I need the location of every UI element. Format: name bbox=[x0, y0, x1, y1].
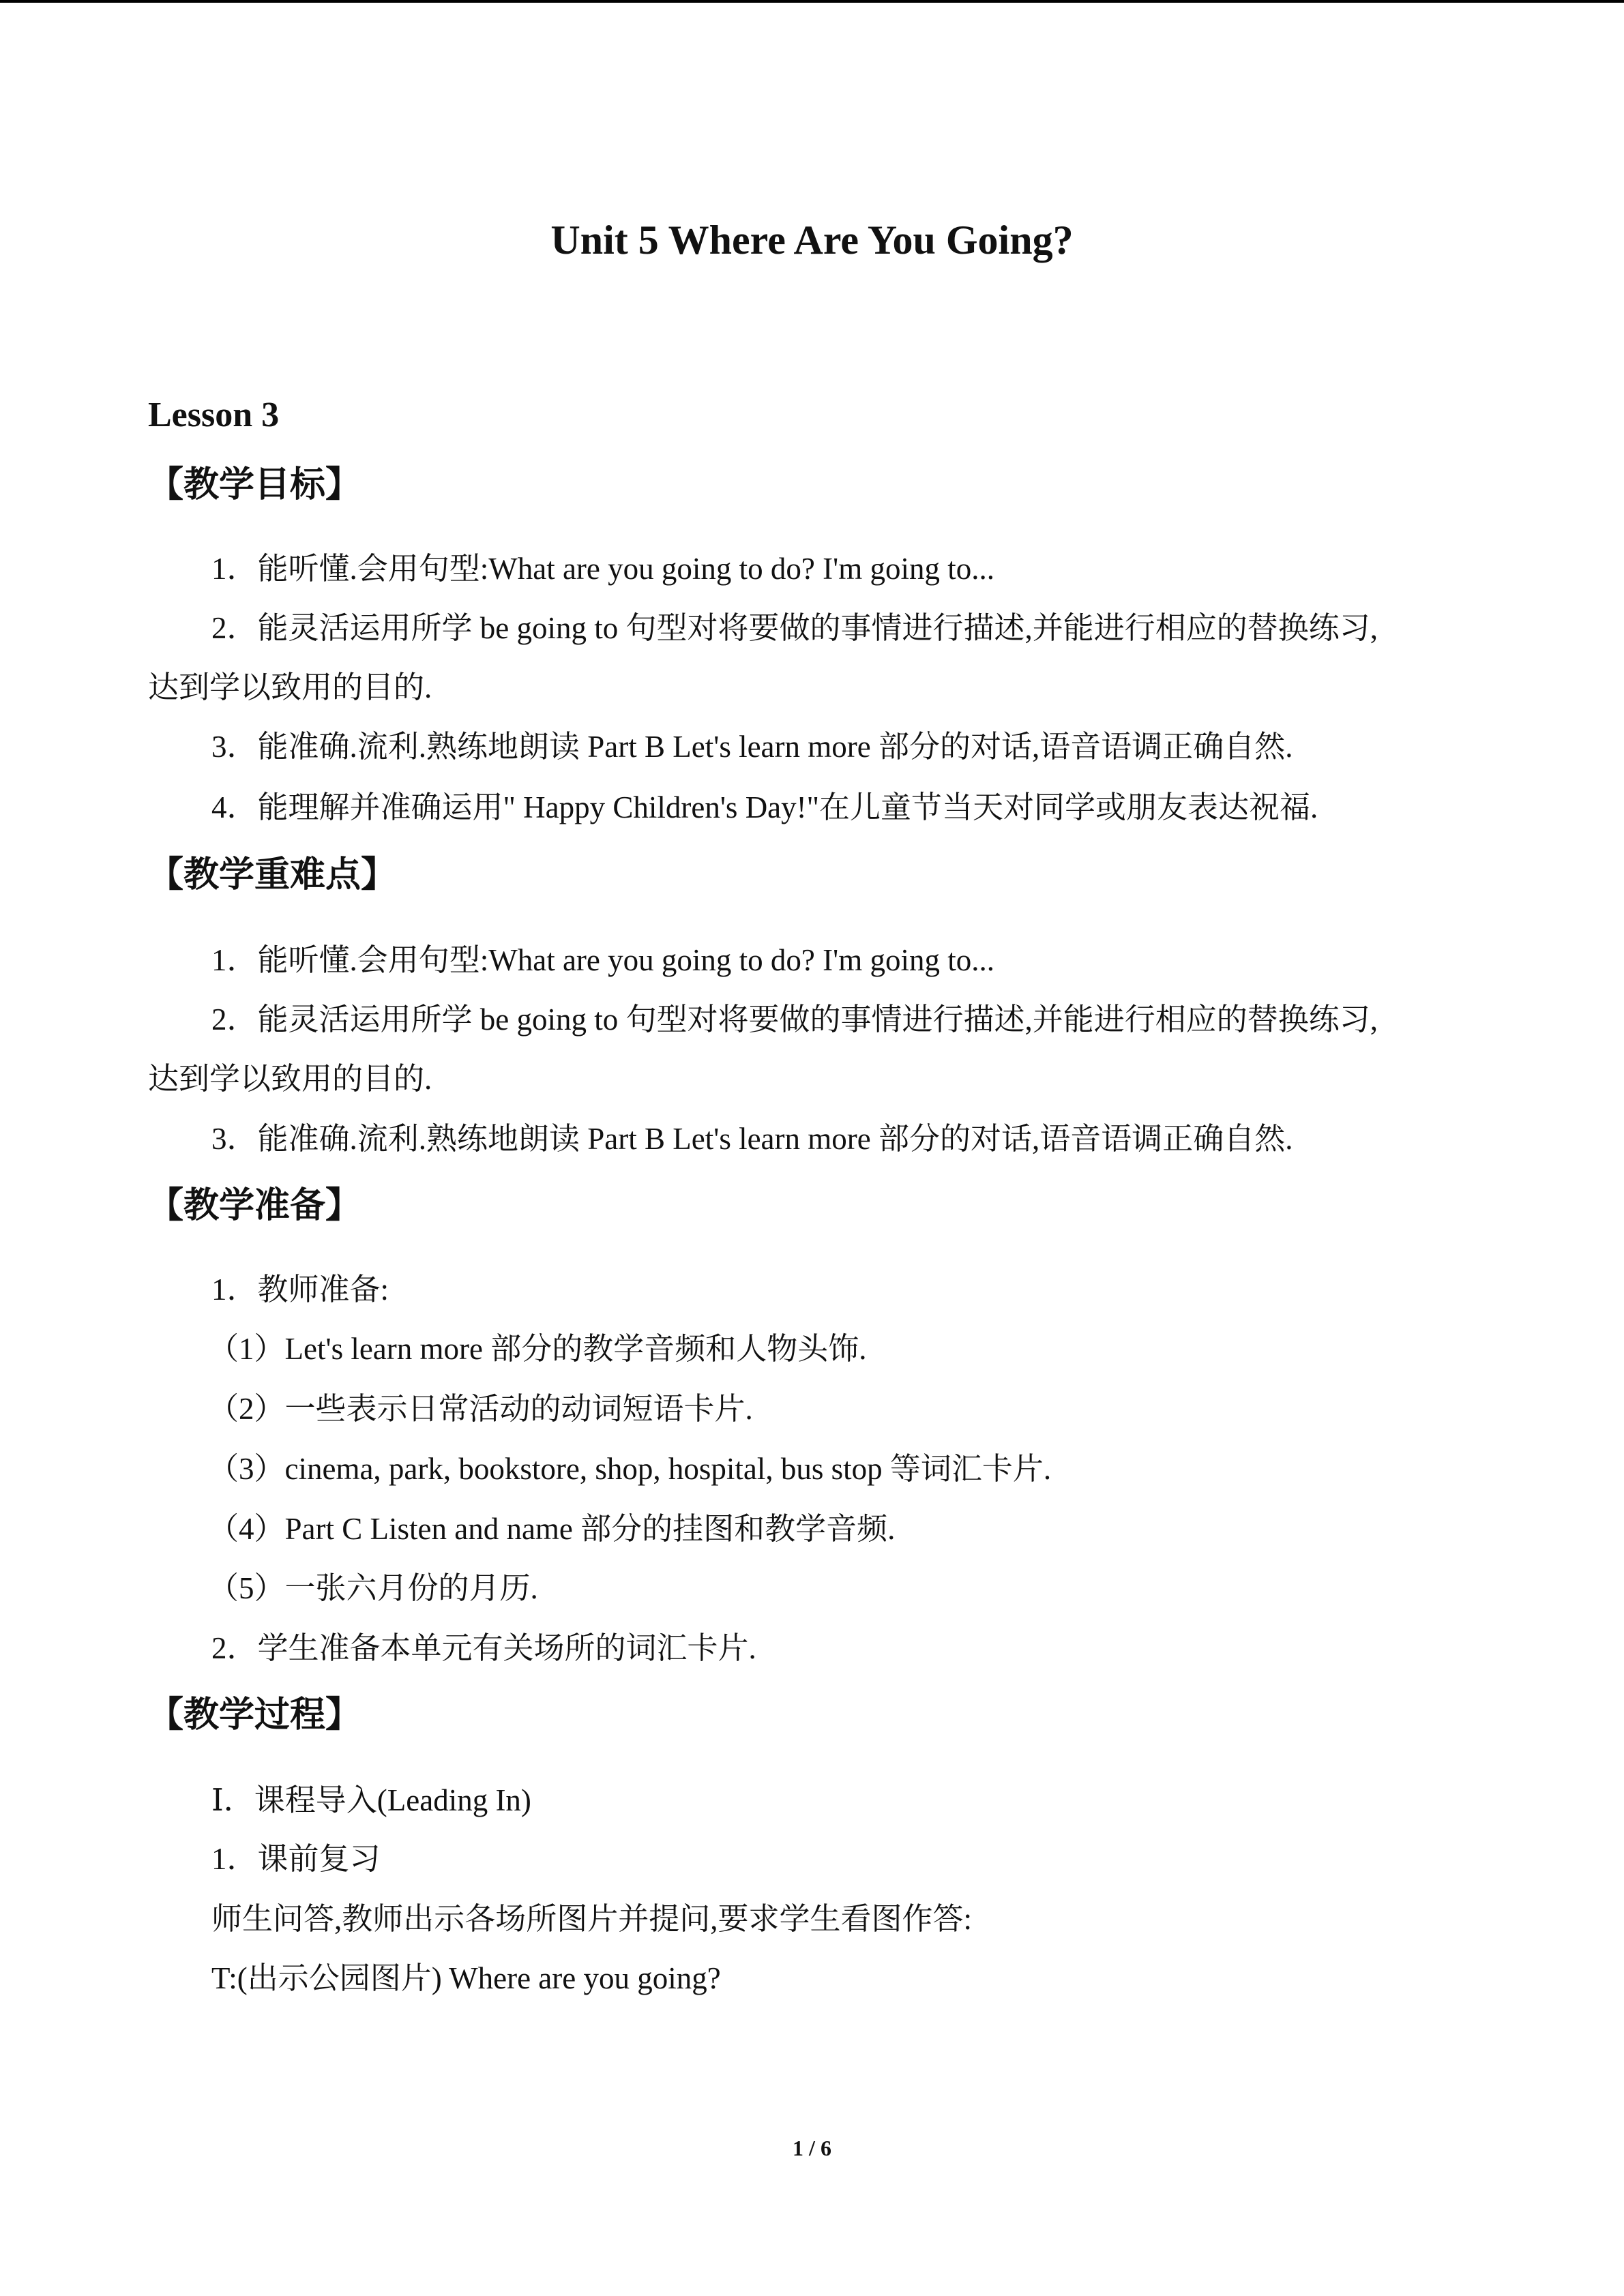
process-line-1: Ⅰ．课程导入(Leading In) bbox=[211, 1783, 531, 1817]
preparation-line-3: （2）一些表示日常活动的动词短语卡片. bbox=[208, 1392, 753, 1426]
heading-keypoints: 【教学重难点】 bbox=[148, 854, 397, 895]
goals-line-3: 3．能准确.流利.熟练地朗读 Part B Let's learn more 部分的对话,语音语调正确自然. bbox=[211, 730, 1293, 764]
heading-preparation: 【教学准备】 bbox=[148, 1185, 361, 1226]
preparation-line-5: （4）Part C Listen and name 部分的挂图和教学音频. bbox=[208, 1512, 896, 1546]
process-line-3: 师生问答,教师出示各场所图片并提问,要求学生看图作答: bbox=[211, 1902, 973, 1936]
heading-process: 【教学过程】 bbox=[148, 1695, 361, 1735]
document-title: Unit 5 Where Are You Going? bbox=[550, 218, 1074, 263]
preparation-line-7: 2．学生准备本单元有关场所的词汇卡片. bbox=[211, 1631, 756, 1665]
heading-goals: 【教学目标】 bbox=[148, 464, 361, 505]
goals-line-2-cont: 达到学以致用的目的. bbox=[148, 670, 432, 704]
goals-line-2: 2．能灵活运用所学 be going to 句型对将要做的事情进行描述,并能进行相应的替换练习, bbox=[211, 611, 1378, 645]
keypoints-line-1: 1．能听懂.会用句型:What are you going to do? I'm going to... bbox=[211, 943, 994, 977]
preparation-line-1: 1．教师准备: bbox=[211, 1272, 389, 1307]
page-number: 1 / 6 bbox=[793, 2136, 831, 2160]
process-line-2: 1．课前复习 bbox=[211, 1842, 381, 1876]
goals-line-1: 1．能听懂.会用句型:What are you going to do? I'm going to... bbox=[211, 552, 994, 586]
goals-line-4: 4．能理解并准确运用" Happy Children's Day!"在儿童节当天对同学或朋友表达祝福. bbox=[211, 790, 1318, 824]
preparation-line-2: （1）Let's learn more 部分的教学音频和人物头饰. bbox=[208, 1332, 867, 1366]
page-top-border bbox=[0, 0, 1624, 3]
keypoints-line-3: 3．能准确.流利.熟练地朗读 Part B Let's learn more 部分的对话,语音语调正确自然. bbox=[211, 1122, 1293, 1156]
keypoints-line-2-cont: 达到学以致用的目的. bbox=[148, 1062, 432, 1096]
preparation-line-4: （3）cinema, park, bookstore, shop, hospital, bus stop 等词汇卡片. bbox=[208, 1452, 1052, 1486]
lesson-label: Lesson 3 bbox=[148, 396, 280, 434]
process-line-4: T:(出示公园图片) Where are you going? bbox=[211, 1961, 721, 1995]
preparation-line-6: （5）一张六月份的月历. bbox=[208, 1571, 538, 1605]
keypoints-line-2: 2．能灵活运用所学 be going to 句型对将要做的事情进行描述,并能进行相应的替换练习, bbox=[211, 1002, 1378, 1037]
